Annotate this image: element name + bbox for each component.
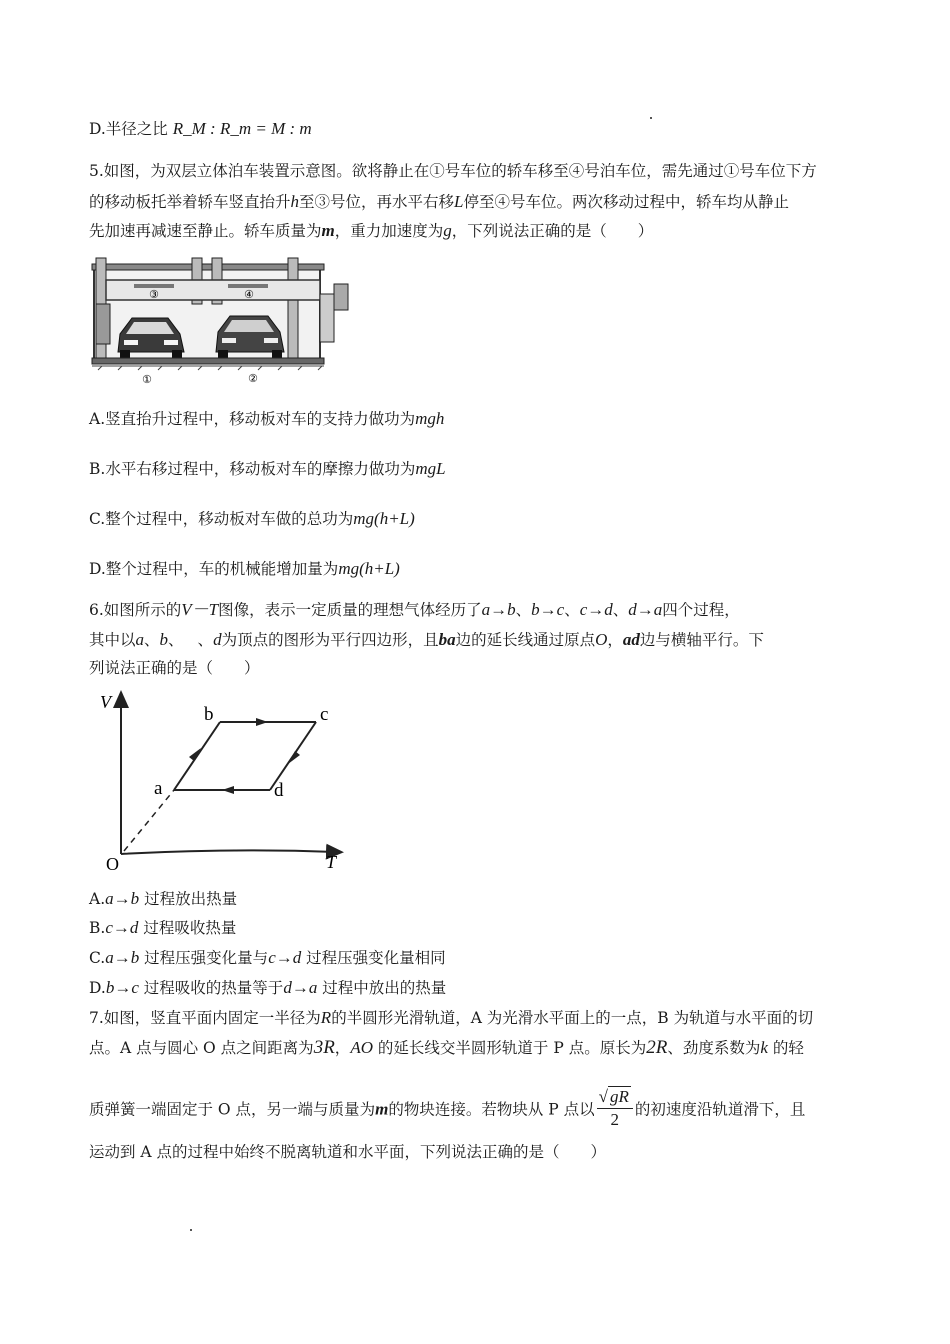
slot-3-label: ③: [149, 288, 159, 301]
slot-2-label: ②: [248, 372, 258, 385]
vt-graph: [90, 688, 350, 878]
q5-option-d[interactable]: D.整个过程中，车的机械能增加量为mg(h+L): [89, 559, 400, 578]
q6-option-b[interactable]: B.c→d 过程吸收热量: [89, 918, 237, 937]
stray-dot: [650, 117, 652, 119]
parking-garage-figure: [88, 254, 358, 386]
arrow-cd: [288, 751, 300, 764]
point-d-label: d: [274, 780, 284, 801]
q6-stem-line2: 其中以a、b、 、d为顶点的图形为平行四边形，且ba边的延长线通过原点O，ad边与横轴平行。下: [89, 630, 764, 649]
v-axis-label: V: [100, 692, 111, 712]
slot-1-label: ①: [142, 373, 152, 386]
q5-stem-line1: 5.如图，为双层立体泊车装置示意图。欲将静止在①号车位的轿车移至④号泊车位，需先通过①号车位下方: [89, 162, 817, 180]
q5-option-b[interactable]: B.水平右移过程中，移动板对车的摩擦力做功为mgL: [89, 459, 446, 478]
q6-stem-line3: 列说法正确的是（ ）: [89, 659, 260, 677]
arrow-bc: [256, 718, 268, 726]
slot-4-label: ④: [244, 288, 254, 301]
point-a-label: a: [154, 778, 163, 799]
q5-stem-line2: 的移动板托举着轿车竖直抬升h至③号位，再水平右移L停至④号车位。两次移动过程中，轿车均从静止: [89, 192, 790, 211]
t-axis: [121, 850, 336, 854]
q7-stem-line2: 点。A 点与圆心 O 点之间距离为3R，AO 的延长线交半圆形轨道于 P 点。原长为2R、劲度系数为k 的轻: [89, 1037, 804, 1058]
arrow-da: [222, 786, 234, 794]
q7-stem-line3: 质弹簧一端固定于 O 点，另一端与质量为m的物块连接。若物块从 P 点以 $\frac{√ gR}{2}$ 的初速度沿轨道滑下，且: [89, 1087, 806, 1129]
q5-stem-line3: 先加速再减速至静止。轿车质量为m，重力加速度为g，下列说法正确的是（ ）: [89, 221, 654, 240]
q4-option-d[interactable]: D.半径之比 R_M : R_m = M : m: [89, 119, 312, 138]
stray-dot: [190, 1229, 192, 1231]
q6-stem-line1: 6.如图所示的V－T图像，表示一定质量的理想气体经历了a→b、b→c、c→d、d→a四个过程，: [89, 600, 740, 619]
q5-option-c[interactable]: C.整个过程中，移动板对车做的总功为mg(h+L): [89, 509, 415, 528]
t-axis-label: T: [326, 852, 337, 872]
q5-option-a[interactable]: A.竖直抬升过程中，移动板对车的支持力做功为mgh: [89, 409, 445, 428]
q6-option-a[interactable]: A.a→b 过程放出热量: [89, 889, 238, 908]
q6-option-c[interactable]: C.a→b 过程压强变化量与c→d 过程压强变化量相同: [89, 948, 446, 967]
initial-speed-fraction: $\frac{√ gR}{2}$: [597, 1086, 633, 1131]
q4-formula: R_M : R_m = M : m: [172, 119, 312, 138]
q7-stem-line1: 7.如图，竖直平面内固定一半径为R的半圆形光滑轨道，A 为光滑水平面上的一点，B 为轨道与水平面的切: [89, 1008, 814, 1027]
q6-option-d[interactable]: D.b→c 过程吸收的热量等于d→a 过程中放出的热量: [89, 978, 447, 997]
edge-ab: [174, 722, 220, 790]
point-b-label: b: [204, 704, 214, 725]
ba-extension: [124, 790, 174, 851]
point-c-label: c: [320, 704, 329, 725]
q7-stem-line4: 运动到 A 点的过程中始终不脱离轨道和水平面，下列说法正确的是（ ）: [89, 1143, 607, 1161]
origin-label: O: [106, 854, 119, 874]
